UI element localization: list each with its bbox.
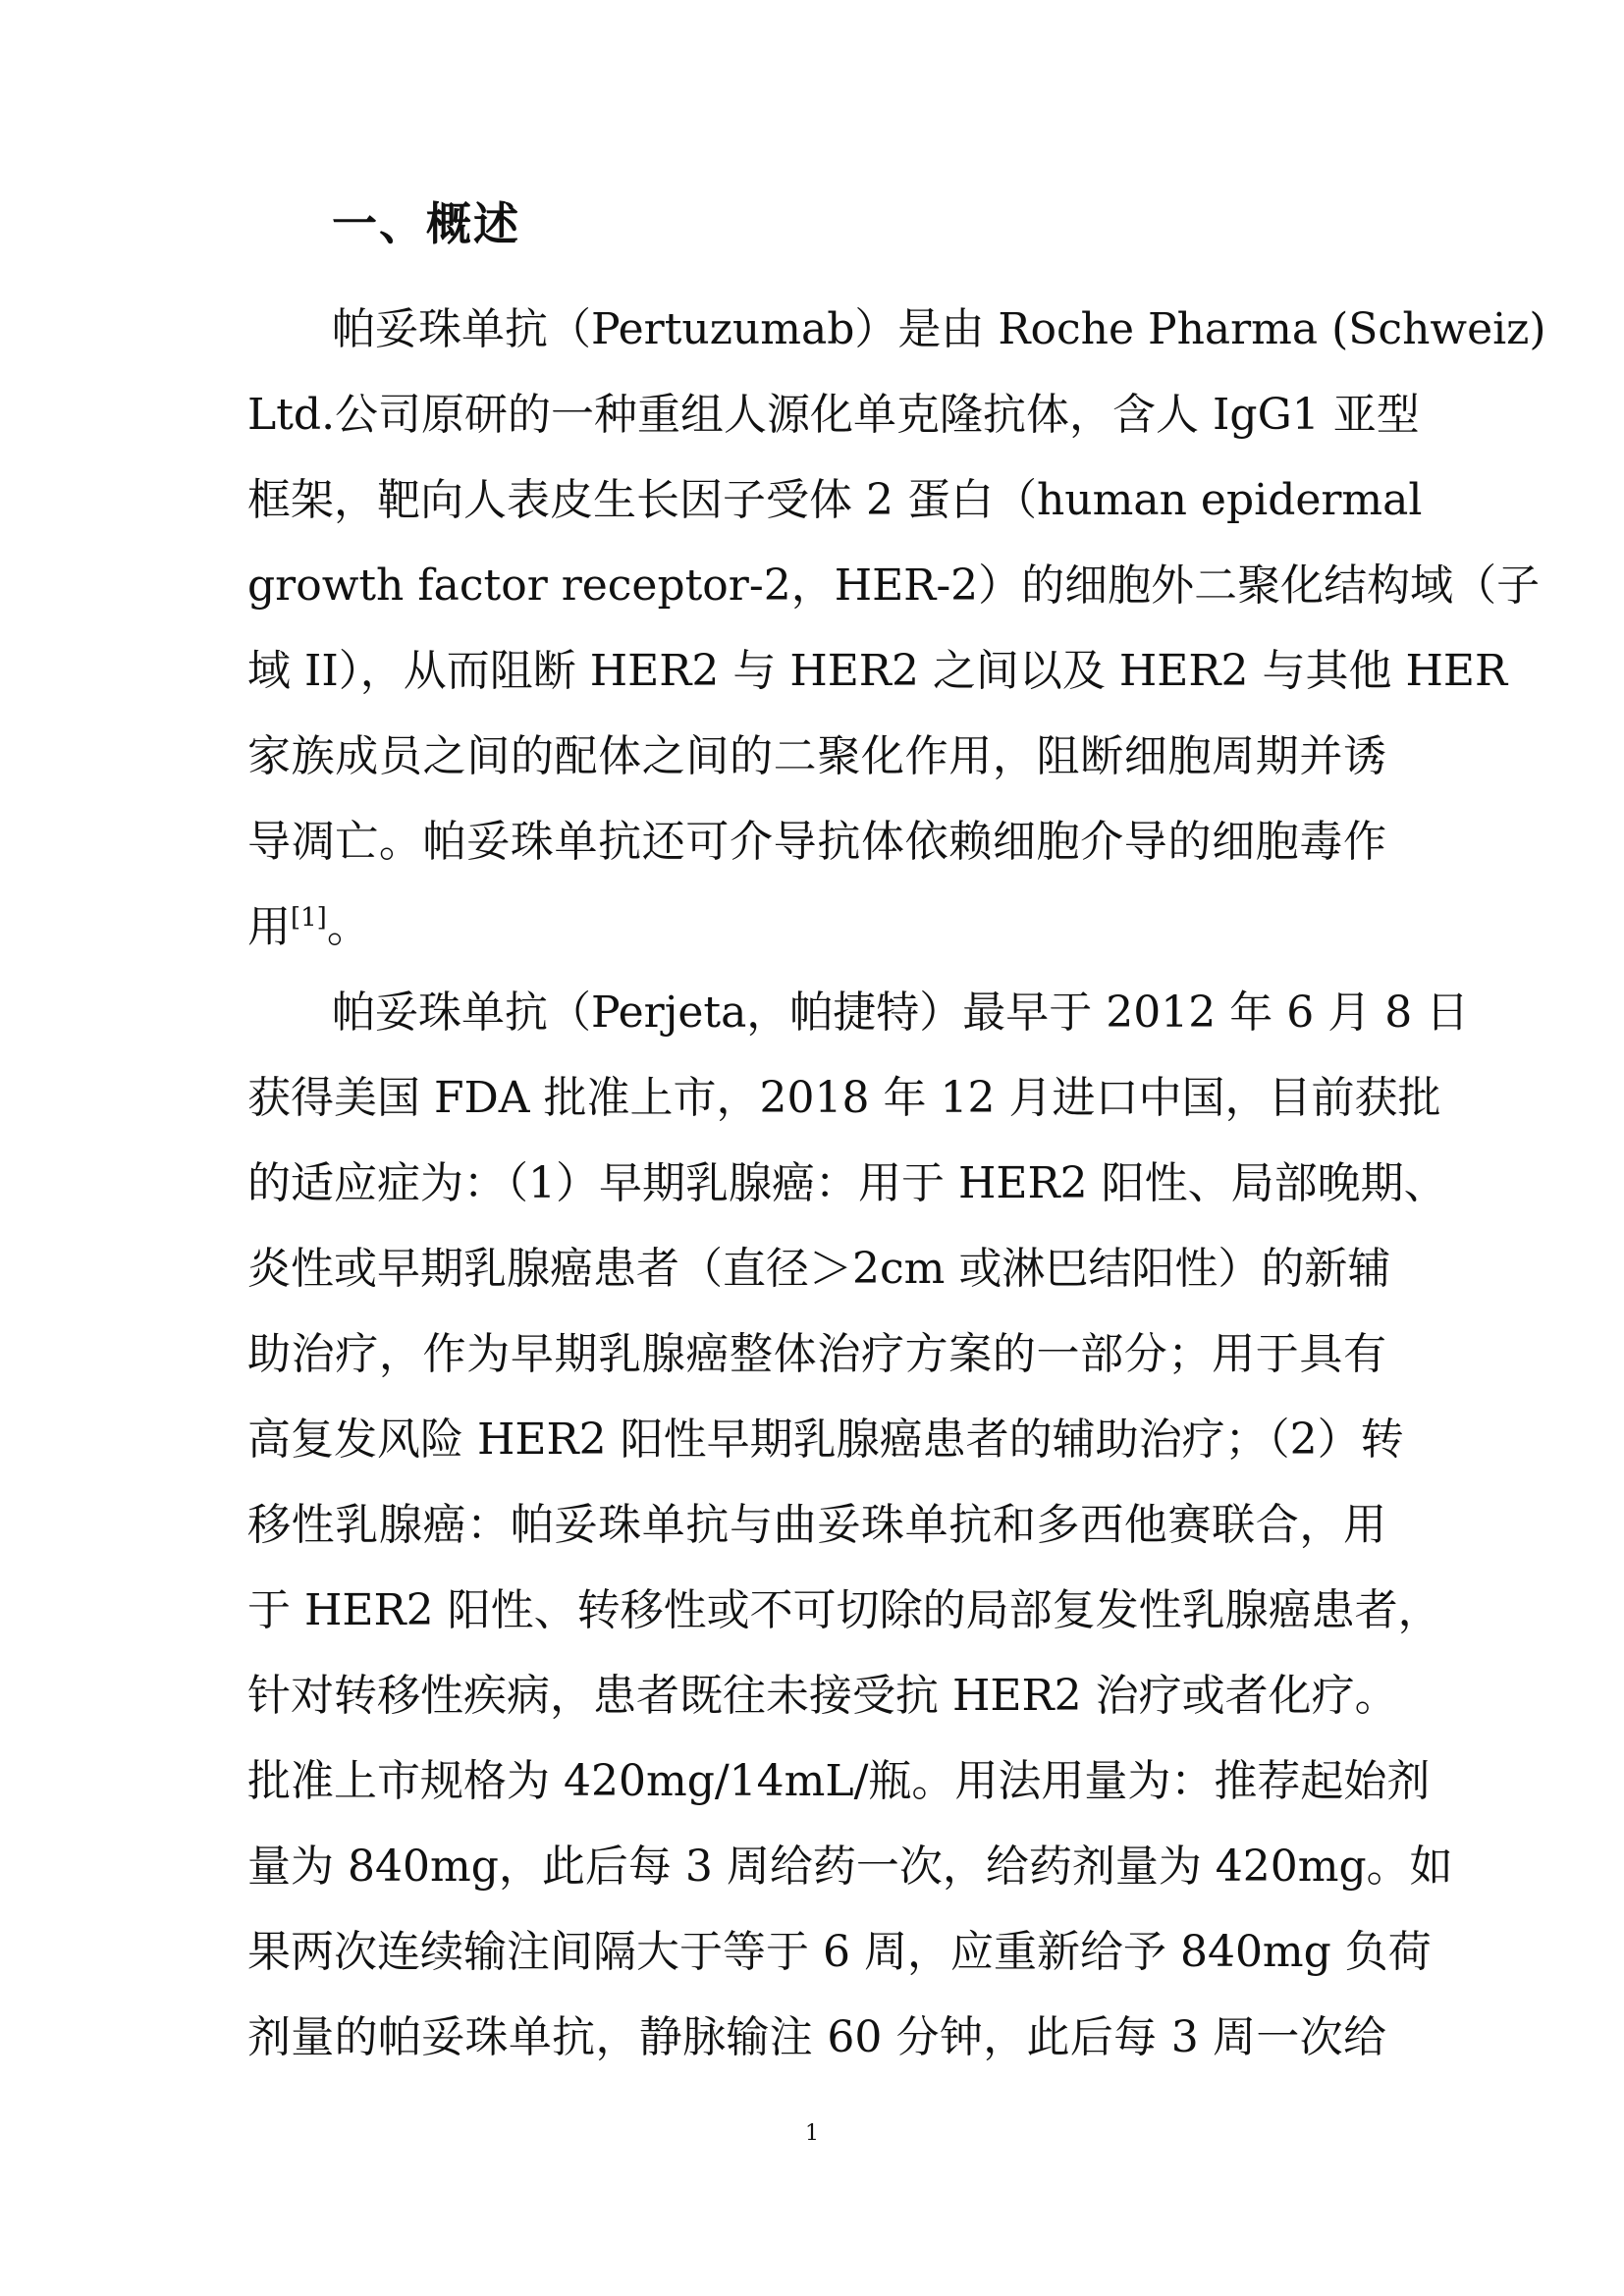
sentence-end: 。 [326,902,370,952]
text-line: 获得美国 FDA 批准上市，2018 年 12 月进口中国，目前获批 [247,1073,1441,1123]
text-line [247,884,1386,970]
text-line: 果两次连续输注间隔大于等于 6 周，应重新给予 840mg 负荷 [247,1927,1432,1977]
text-line: 移性乳腺癌：帕妥珠单抗与曲妥珠单抗和多西他赛联合，用 [247,1500,1386,1550]
text-line: 助治疗，作为早期乳腺癌整体治疗方案的一部分；用于具有 [247,1329,1386,1379]
text-line: 批准上市规格为 420mg/14mL/瓶。用法用量为：推荐起始剂 [247,1756,1431,1806]
text-line: Ltd.公司原研的一种重组人源化单克隆抗体，含人 IgG1 亚型 [247,390,1420,440]
text-line: 帕妥珠单抗（Perjeta，帕捷特）最早于 2012 年 6 月 8 日 [332,988,1470,1038]
text-line: 于 HER2 阳性、转移性或不可切除的局部复发性乳腺癌患者， [247,1585,1441,1635]
text-line: growth factor receptor-2，HER-2）的细胞外二聚化结构域（子 [247,561,1541,611]
text-line: 域 II），从而阻断 HER2 与 HER2 之间以及 HER2 与其他 HER [247,646,1508,696]
body-text [247,287,1546,2080]
text-line: 剂量的帕妥珠单抗，静脉输注 60 分钟，此后每 3 周一次给 [247,2012,1386,2062]
text-line: 导凋亡。帕妥珠单抗还可介导抗体依赖细胞介导的细胞毒作 [247,817,1386,867]
text-line-content: 用 [247,902,291,952]
section-heading: 一、概述 [332,197,520,250]
paragraph-overview [247,287,1546,970]
text-line: 高复发风险 HER2 阳性早期乳腺癌患者的辅助治疗；（2）转 [247,1415,1404,1465]
text-line: 量为 840mg，此后每 3 周给药一次，给药剂量为 420mg。如 [247,1842,1453,1892]
page-number: 1 [805,2121,819,2146]
text-line: 炎性或早期乳腺癌患者（直径＞2cm 或淋巴结阳性）的新辅 [247,1244,1391,1294]
text-line: 帕妥珠单抗（Pertuzumab）是由 Roche Pharma (Schweiz) [332,304,1546,354]
paragraph-approval [247,970,1470,2080]
text-line: 家族成员之间的配体之间的二聚化作用，阻断细胞周期并诱 [247,731,1386,781]
text-line: 的适应症为：（1）早期乳腺癌：用于 HER2 阳性、局部晚期、 [247,1158,1447,1208]
citation-ref: [1] [291,903,327,933]
text-line: 针对转移性疾病，患者既往未接受抗 HER2 治疗或者化疗。 [247,1671,1398,1721]
text-line: 框架，靶向人表皮生长因子受体 2 蛋白（human epidermal [247,475,1423,525]
